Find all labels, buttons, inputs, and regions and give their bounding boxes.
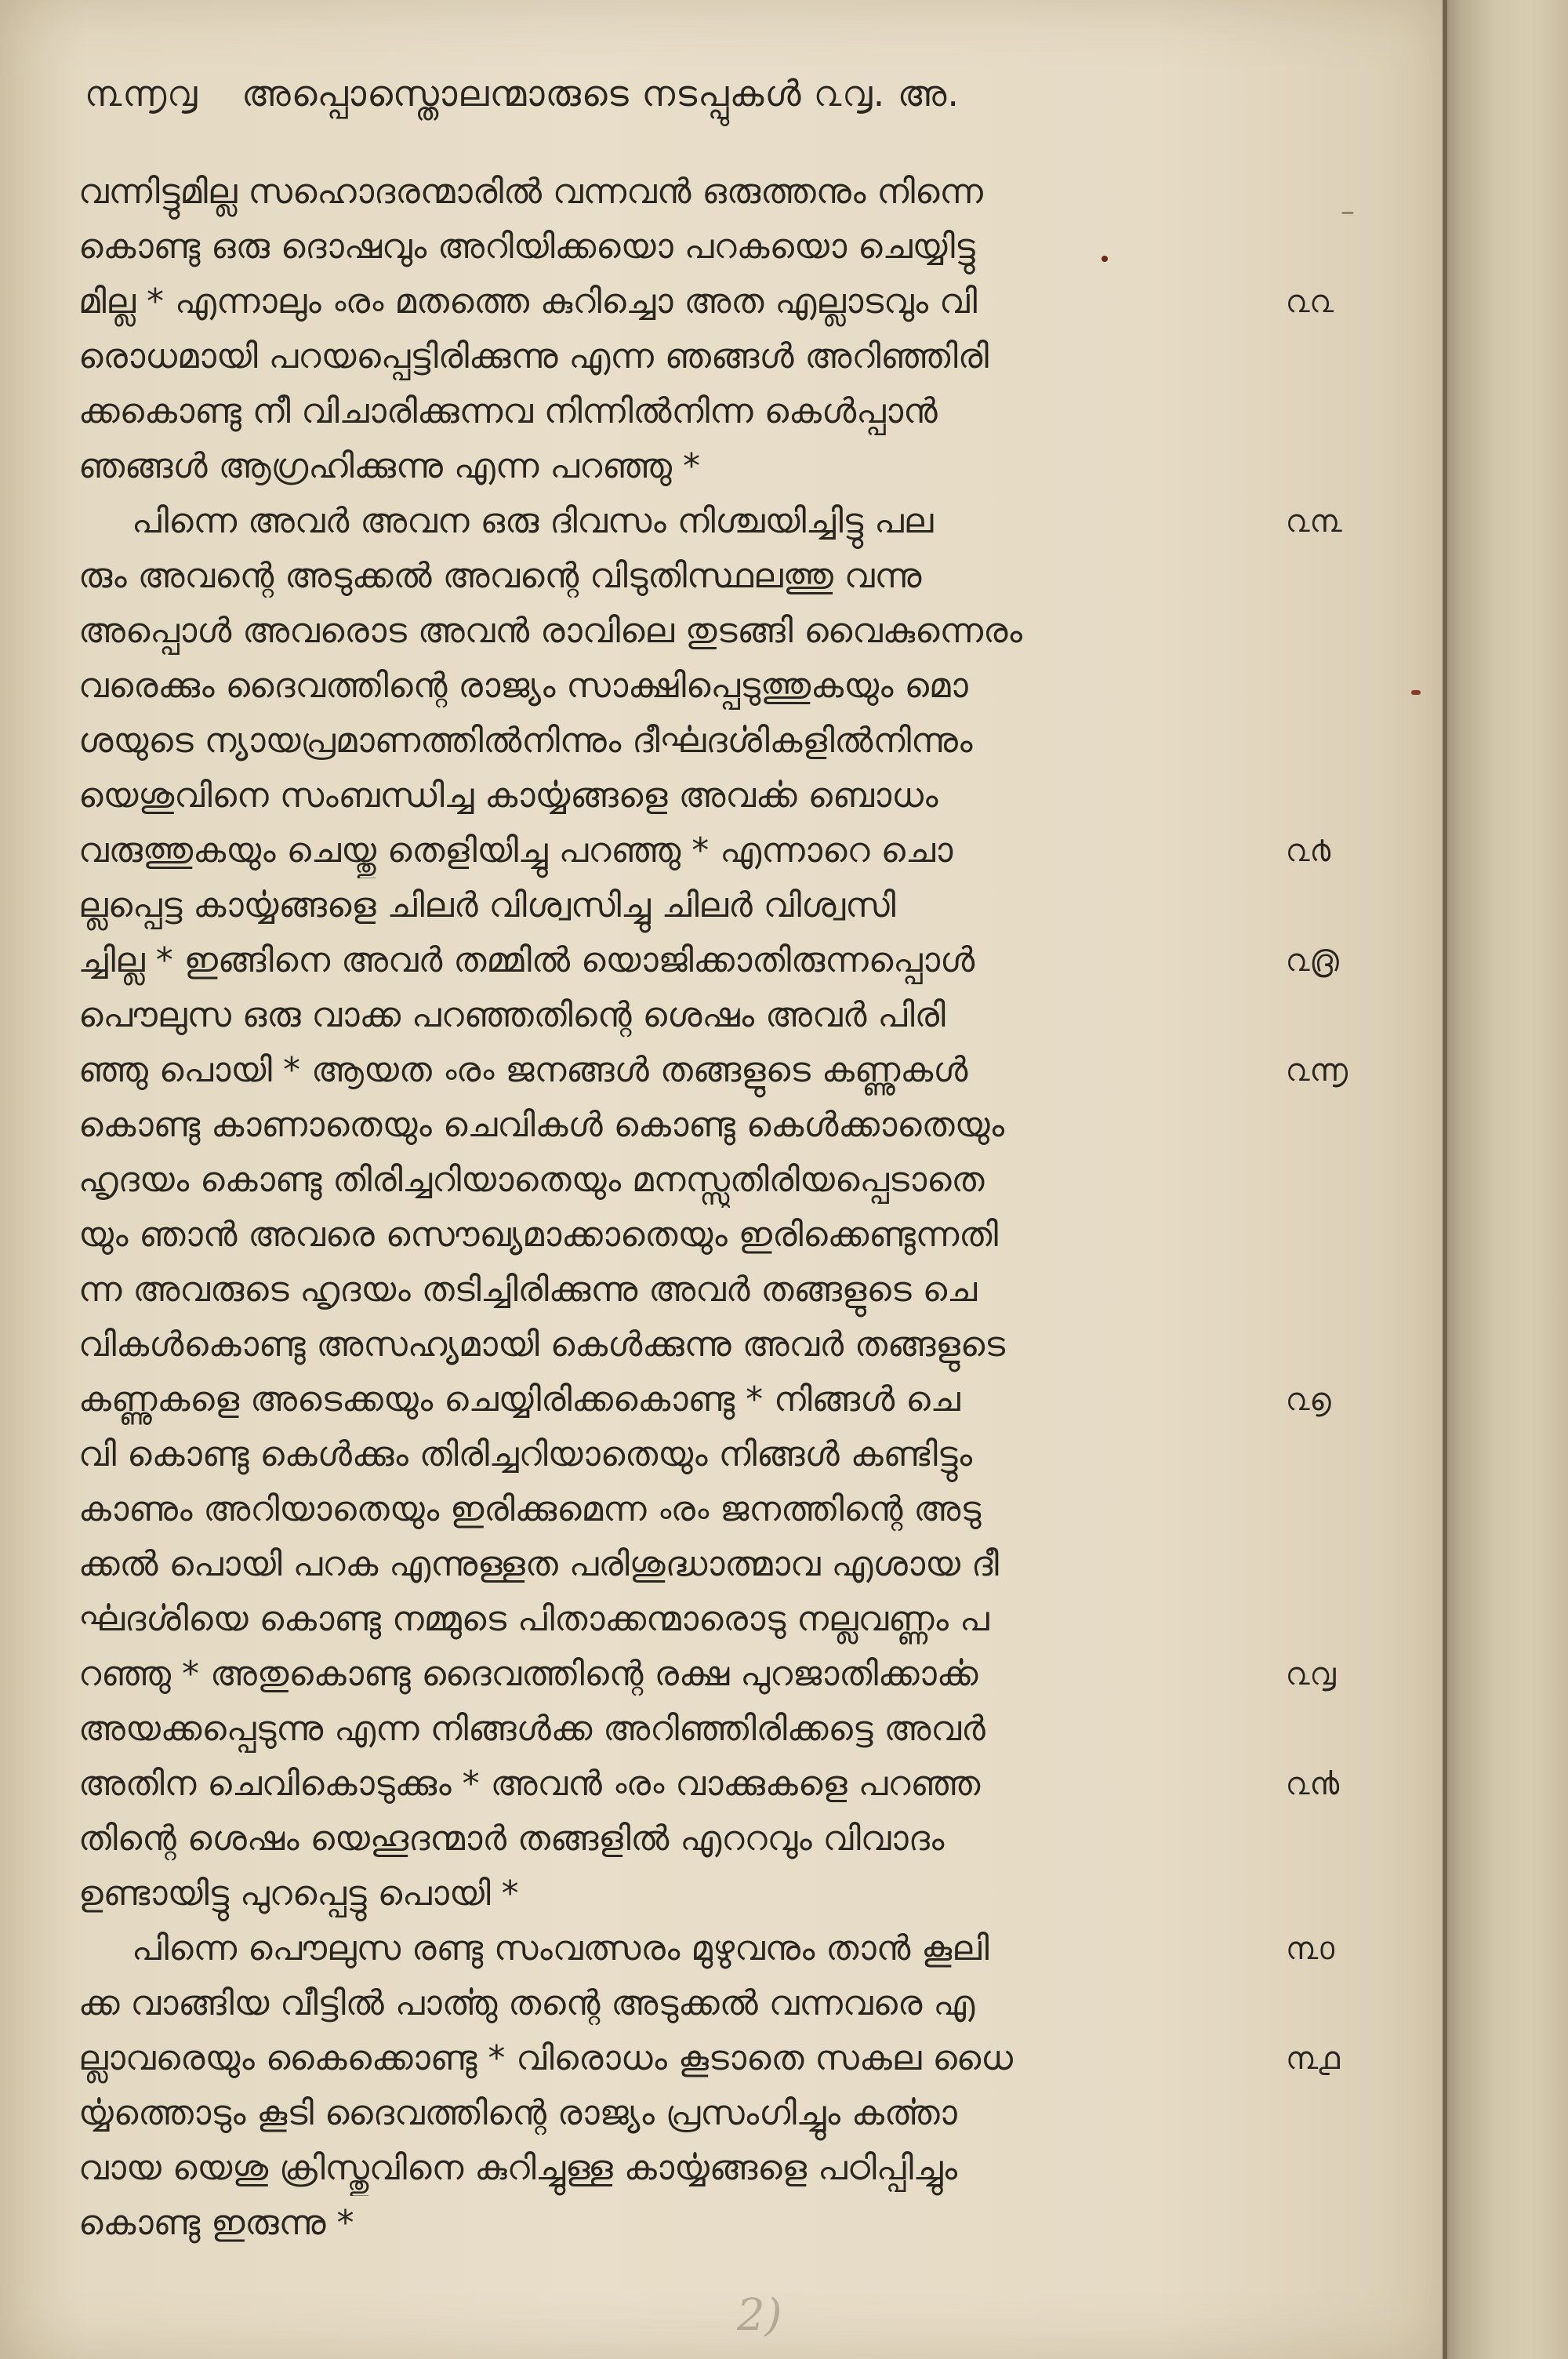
text-line: അതിന ചെവികൊടുക്കും * അവൻ ൟ വാക്കുകളെ പറഞ്ഞ — [78, 1764, 981, 1804]
text-line: ക്കൽ പൊയി പറക എന്നുള്ളത പരിശുദ്ധാത്മാവ എശായ ദീ — [78, 1544, 999, 1584]
text-line: ഞ്ഞു പൊയി * ആയത ൟ ജനങ്ങൾ തങ്ങളുടെ കണ്ണുകൾ — [78, 1050, 968, 1090]
ink-mark — [1411, 690, 1421, 695]
verse-number: ൨൭ — [1286, 1382, 1331, 1418]
text-line: ൎഘദൎശിയെ കൊണ്ടു നമ്മുടെ പിതാക്കന്മാരൊടു നല്ലവണ്ണം പ — [78, 1599, 989, 1639]
text-line: പിന്നെ അവർ അവന ഒരു ദിവസം നിശ്ചയിച്ചിട്ടു പല — [132, 501, 934, 541]
text-line: ഹൃദയം കൊണ്ടു തിരിച്ചറിയാതെയും മനസ്സുതിരിയപ്പെടാതെ — [78, 1160, 985, 1200]
text-line: കണ്ണുകളെ അടെക്കയും ചെയ്യിരിക്കകൊണ്ടു * നിങ്ങൾ ചെ — [78, 1379, 960, 1419]
text-line: റഞ്ഞു * അതുകൊണ്ടു ദൈവത്തിന്റെ രക്ഷ പുറജാതിക്കാൎക്ക — [78, 1654, 978, 1694]
verse-number: ൨൯ — [1286, 1766, 1340, 1802]
text-line: അയക്കപ്പെടുന്നു എന്ന നിങ്ങൾക്ക അറിഞ്ഞിരിക്കട്ടെ അവർ — [78, 1709, 985, 1749]
text-line: ഉണ്ടായിട്ടു പുറപ്പെട്ടു പൊയി * — [78, 1874, 519, 1914]
text-line: ൎയ്യത്തൊടും കൂടി ദൈവത്തിന്റെ രാജ്യം പ്രസംഗിച്ചും കൎത്താ — [78, 2093, 957, 2133]
page-number: ൩൬൮ — [85, 72, 198, 114]
ink-mark — [1102, 256, 1108, 262]
text-line: വായ യെശു ക്രിസ്തുവിനെ കുറിച്ചുള്ള കാൎയ്യങ്ങളെ പഠിപ്പിച്ചും — [78, 2148, 958, 2188]
verse-number: ൨൫ — [1286, 943, 1339, 979]
body-text — [78, 165, 1270, 2251]
text-line: പിന്നെ പൌലുസ രണ്ടു സംവത്സരം മുഴുവനും താൻ കൂലി — [132, 1928, 989, 1968]
text-line: കാണും അറിയാതെയും ഇരിക്കുമെന്ന ൟ ജനത്തിന്റെ അടു — [78, 1489, 982, 1529]
text-line: ക്ക വാങ്ങിയ വീട്ടിൽ പാൎത്തു തന്റെ അടുക്കൽ വന്നവരെ എ — [78, 1983, 975, 2023]
text-line: തിന്റെ ശെഷം യെഹൂദന്മാർ തങ്ങളിൽ എററവും വിവാദം — [78, 1819, 945, 1859]
text-line: വി കൊണ്ടു കെൾക്കും തിരിച്ചറിയാതെയും നിങ്ങൾ കണ്ടിട്ടും — [78, 1434, 973, 1474]
verse-number: ൩൦ — [1286, 1931, 1334, 1967]
text-line: വന്നിട്ടുമില്ല സഹൊദരന്മാരിൽ വന്നവൻ ഒരുത്തനും നിന്നെ — [78, 172, 983, 212]
text-line: രും അവന്റെ അടുക്കൽ അവന്റെ വിടുതിസ്ഥലത്തു വന്നു — [78, 556, 922, 596]
text-line: അപ്പൊൾ അവരൊട അവൻ രാവിലെ തുടങ്ങി വൈകുന്നെരം — [78, 611, 1022, 651]
text-line: വരെക്കും ദൈവത്തിന്റെ രാജ്യം സാക്ഷിപ്പെടുത്തുകയും മൊ — [78, 666, 968, 706]
text-line: മില്ല * എന്നാലും ൟ മതത്തെ കുറിച്ചൊ അത എല്ലാടവും വി — [78, 282, 978, 322]
text-line: ന്ന അവരുടെ ഹൃദയം തടിച്ചിരിക്കുന്നു അവർ തങ്ങളുടെ ചെ — [78, 1270, 978, 1310]
text-line: യും ഞാൻ അവരെ സൌഖ്യമാക്കാതെയും ഇരിക്കെണ്ടുന്നതി — [78, 1215, 999, 1255]
folio-mark: 2) — [737, 2290, 782, 2341]
margin-mark: _ — [1342, 188, 1353, 214]
text-line: ഞങ്ങൾ ആഗ്രഹിക്കുന്നു എന്ന പറഞ്ഞു * — [78, 446, 700, 486]
text-line: കൊണ്ടു ഇരുന്നു * — [78, 2203, 354, 2243]
verse-number: ൨൨ — [1286, 284, 1334, 320]
page-title: അപ്പൊസ്തൊലന്മാരുടെ നടപ്പുകൾ ൨൮. അ. — [241, 72, 960, 114]
text-line: രൊധമായി പറയപ്പെട്ടിരിക്കുന്നു എന്ന ഞങ്ങൾ അറിഞ്ഞിരി — [78, 336, 989, 376]
text-line: പൌലുസ ഒരു വാക്ക പറഞ്ഞതിന്റെ ശെഷം അവർ പിരി — [78, 995, 946, 1035]
text-line: ല്ലപ്പെട്ട കാൎയ്യങ്ങളെ ചിലർ വിശ്വസിച്ചു ചിലർ വിശ്വസി — [78, 885, 896, 925]
verse-number: ൨൬ — [1286, 1052, 1348, 1089]
verse-number: ൨൪ — [1286, 833, 1331, 869]
text-line: ച്ചില്ല * ഇങ്ങിനെ അവർ തമ്മിൽ യൊജിക്കാതിരുന്നപ്പൊൾ — [78, 940, 975, 980]
verse-number: ൩൧ — [1286, 2041, 1340, 2077]
running-head — [85, 72, 991, 116]
verse-number: ൨൮ — [1286, 1656, 1336, 1692]
text-line: യെശുവിനെ സംബന്ധിച്ച കാൎയ്യങ്ങളെ അവൎക്ക ബൊധം — [78, 776, 938, 816]
facing-page-edge — [1443, 0, 1568, 2359]
text-line: വരുത്തുകയും ചെയ്തു തെളിയിച്ചു പറഞ്ഞു * എന്നാറെ ചൊ — [78, 831, 953, 871]
text-line: കൊണ്ടു കാണാതെയും ചെവികൾ കൊണ്ടു കെൾക്കാതെയും — [78, 1105, 1005, 1145]
text-line: വികൾകൊണ്ടു അസഹ്യമായി കെൾക്കുന്നു അവർ തങ്ങളുടെ — [78, 1325, 1006, 1365]
text-line: ശയുടെ ന്യായപ്രമാണത്തിൽനിന്നും ദീൎഘദൎശികളിൽനിന്നും — [78, 721, 973, 761]
text-line: ല്ലാവരെയും കൈക്കൊണ്ടു * വിരൊധം കൂടാതെ സകല ധൈ — [78, 2038, 1014, 2078]
text-line: കൊണ്ടു ഒരു ദൊഷവും അറിയിക്കയൊ പറകയൊ ചെയ്യിട്ടു — [78, 227, 975, 267]
verse-number: ൨൩ — [1286, 503, 1342, 540]
text-line: ക്കകൊണ്ടു നീ വിചാരിക്കുന്നവ നിന്നിൽനിന്ന കെൾപ്പാൻ — [78, 391, 938, 431]
